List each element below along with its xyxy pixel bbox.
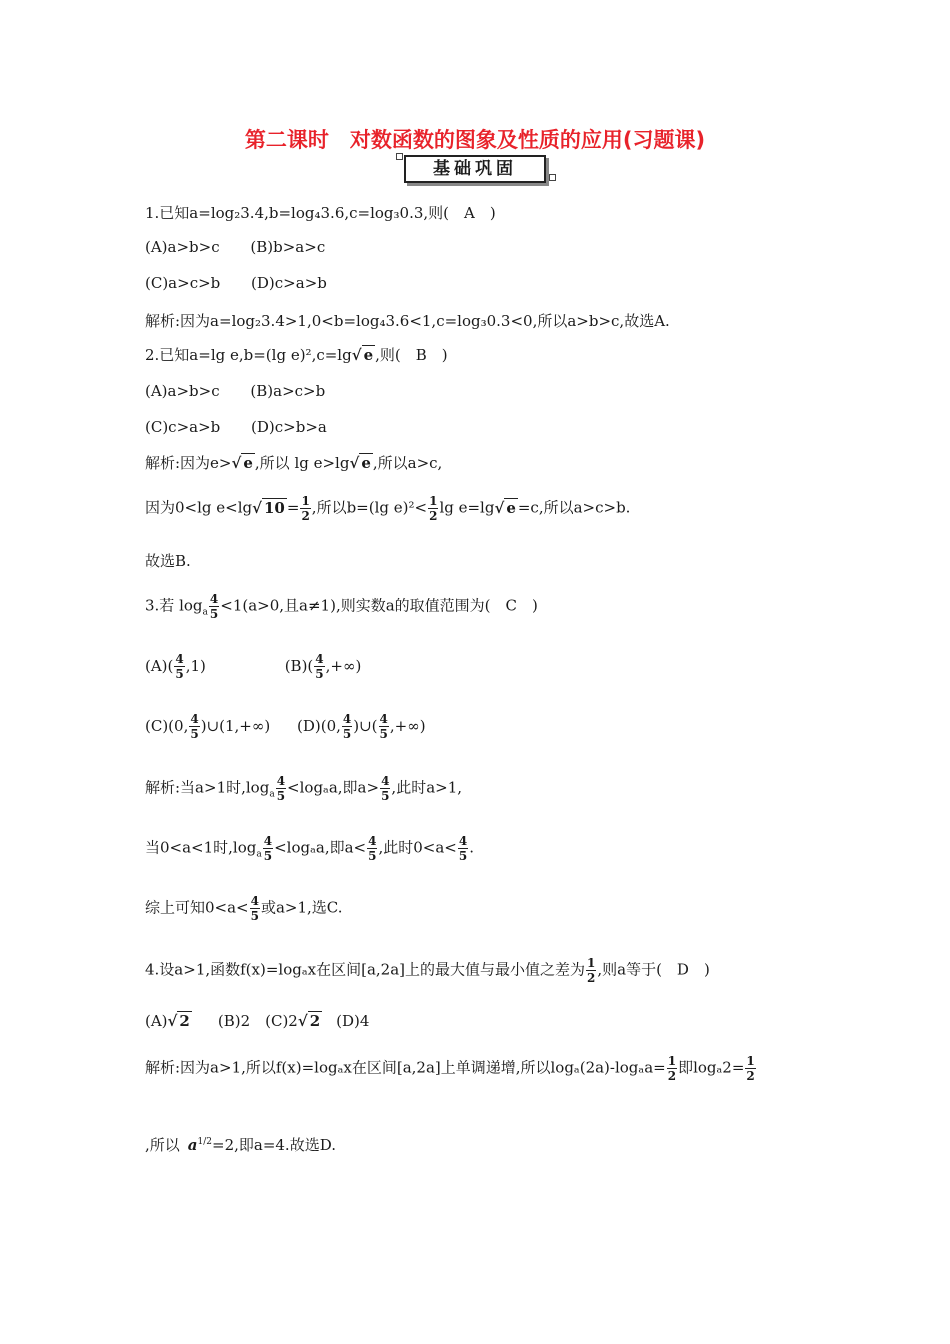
option-text: ,+∞)	[389, 716, 426, 735]
q4-stem-text: 4.设a>1,函数f(x)=logₐx在区间[a,2a]上的最大值与最小值之差为	[145, 960, 585, 979]
q4-options	[145, 1010, 369, 1031]
denominator: 5	[379, 727, 388, 741]
solution-text: =2,即a=4.故选D.	[212, 1136, 336, 1154]
q2-solution-1	[145, 452, 442, 473]
denominator: 2	[587, 971, 596, 985]
option-text: )∪(1,+∞)	[200, 716, 271, 735]
q4-solution-2	[145, 1134, 336, 1155]
q2-solution-3: 故选B.	[145, 552, 191, 570]
q1-options-row2	[145, 274, 327, 292]
radicand: 2	[309, 1012, 321, 1030]
q2-stem	[145, 344, 448, 365]
denominator: 2	[667, 1069, 677, 1083]
denominator: 2	[429, 509, 438, 523]
q3-option-b	[284, 652, 362, 681]
power-exponent: 1/2	[197, 1137, 212, 1147]
q1-option-d: (D)c>a>b	[251, 274, 327, 292]
solution-text: ,所以a>c,	[372, 454, 443, 472]
denominator: 5	[342, 727, 352, 741]
q4-option-d: (D)4	[336, 1012, 370, 1030]
denominator: 2	[746, 1069, 755, 1083]
q1-stem: 1.已知a=log₂3.4,b=log₄3.6,c=log₃0.3,则( A )	[145, 204, 496, 222]
q2-option-b: (B)a>c>b	[250, 382, 326, 400]
log-base: a	[256, 849, 262, 860]
numerator: 4	[263, 834, 273, 848]
solution-text: 当0<a<1时,log	[145, 838, 257, 857]
log-base: a	[269, 789, 275, 800]
fraction	[586, 956, 596, 985]
q3-option-c	[145, 712, 271, 741]
q1-option-c: (C)a>c>b	[145, 274, 221, 292]
fraction	[314, 652, 324, 681]
numerator: 4	[315, 652, 324, 666]
radicand: 10	[263, 498, 285, 517]
sqrt-symbol: √ 2	[297, 1012, 321, 1030]
solution-text: 解析:因为e>	[145, 454, 232, 472]
solution-text: 即logₐ2=	[678, 1058, 745, 1077]
numerator: 4	[379, 712, 388, 726]
denominator: 5	[250, 909, 259, 923]
fraction	[458, 834, 468, 863]
q1-options-row1	[145, 238, 325, 256]
solution-text: ,所以 lg e>lg	[254, 454, 350, 472]
q4-stem	[145, 956, 710, 985]
power-base: a	[187, 1136, 198, 1154]
numerator: 4	[342, 712, 352, 726]
fraction	[209, 592, 219, 621]
q2-solution-2	[145, 494, 630, 523]
q4-options-bc: (B)2 (C)2	[217, 1012, 298, 1030]
fraction	[379, 712, 389, 741]
denominator: 5	[190, 727, 199, 741]
section-badge-label: 基础巩固	[404, 155, 546, 183]
option-text: (B)(	[284, 656, 314, 675]
option-text: )∪(	[353, 716, 378, 735]
fraction	[745, 1054, 755, 1083]
numerator: 1	[667, 1054, 677, 1068]
numerator: 1	[301, 494, 310, 508]
solution-text: ,所以	[145, 1136, 180, 1154]
numerator: 1	[429, 494, 438, 508]
solution-text: 解析:当a>1时,log	[145, 778, 270, 797]
solution-text: 或a>1,选C.	[260, 898, 343, 917]
solution-text: ,此时0<a<	[378, 838, 457, 857]
q3-solution-3	[145, 894, 343, 923]
fraction	[300, 494, 310, 523]
option-text: (C)(0,	[145, 716, 189, 735]
sqrt-symbol: √ e	[231, 454, 253, 472]
q4-solution-1	[145, 1054, 757, 1083]
solution-text: =	[286, 498, 300, 517]
q3-stem-text: 3.若 log	[145, 596, 203, 615]
solution-text: <logₐa,即a>	[287, 778, 380, 797]
q2-option-a: (A)a>b>c	[145, 382, 220, 400]
fraction	[428, 494, 438, 523]
sqrt-symbol: √ 2	[167, 1012, 190, 1030]
solution-text: ,此时a>1,	[391, 778, 463, 797]
q3-options-row2	[145, 712, 426, 741]
solution-text: 解析:因为a>1,所以f(x)=logₐx在区间[a,2a]上单调递增,所以logₐ(2a)-logₐa=	[145, 1058, 666, 1077]
log-base: a	[202, 607, 208, 618]
fraction	[276, 774, 286, 803]
q1-solution: 解析:因为a=log₂3.4>1,0<b=log₄3.6<1,c=log₃0.3<0,所以a>b>c,故选A.	[145, 312, 670, 330]
fraction	[250, 894, 260, 923]
fraction	[189, 712, 199, 741]
sqrt-symbol: √ e	[349, 454, 371, 472]
fraction	[367, 834, 377, 863]
q2-options-row1	[145, 382, 325, 400]
section-badge	[396, 153, 556, 181]
q4-option-a: (A)	[145, 1012, 168, 1030]
solution-text: <logₐa,即a<	[274, 838, 367, 857]
q3-option-a	[145, 652, 206, 681]
q3-option-d	[297, 712, 426, 741]
page-title: 第二课时 对数函数的图象及性质的应用(习题课)	[244, 128, 706, 152]
sqrt-symbol: √ e	[494, 498, 516, 517]
numerator: 4	[381, 774, 390, 788]
solution-text: 综上可知0<a<	[145, 898, 249, 917]
corner-mark	[396, 153, 403, 160]
solution-text: ,所以b=(lg e)²<	[311, 498, 428, 517]
denominator: 2	[301, 509, 310, 523]
option-text: ,+∞)	[325, 656, 362, 675]
radicand: e	[243, 454, 253, 472]
radicand: 2	[179, 1012, 190, 1030]
numerator: 1	[746, 1054, 755, 1068]
q1-option-b: (B)b>a>c	[250, 238, 326, 256]
q2-options-row2	[145, 418, 327, 436]
q4-stem-text: ,则a等于( D )	[597, 960, 710, 979]
sqrt-symbol: √ e	[351, 346, 374, 364]
denominator: 5	[368, 849, 377, 863]
denominator: 5	[263, 849, 273, 863]
q3-solution-1	[145, 774, 462, 803]
solution-text: .	[469, 838, 475, 857]
numerator: 4	[209, 592, 219, 606]
option-text: ,1)	[185, 656, 206, 675]
q2-option-c: (C)c>a>b	[145, 418, 221, 436]
solution-text: 因为0<lg e<lg	[145, 498, 253, 517]
numerator: 4	[175, 652, 184, 666]
fraction	[263, 834, 273, 863]
corner-mark	[549, 174, 556, 181]
numerator: 4	[458, 834, 468, 848]
q1-option-a: (A)a>b>c	[145, 238, 220, 256]
solution-text: =c,所以a>c>b.	[517, 498, 631, 517]
denominator: 5	[175, 667, 184, 681]
sqrt-symbol: √ 10	[252, 498, 285, 517]
denominator: 5	[209, 607, 219, 621]
option-text: (A)(	[145, 656, 174, 675]
denominator: 5	[458, 849, 468, 863]
denominator: 5	[276, 789, 286, 803]
fraction	[174, 652, 184, 681]
q3-solution-2	[145, 834, 474, 863]
radicand: e	[363, 346, 374, 364]
denominator: 5	[381, 789, 390, 803]
q3-options-row1	[145, 652, 361, 681]
fraction	[667, 1054, 677, 1083]
radicand: e	[361, 454, 371, 472]
denominator: 5	[315, 667, 324, 681]
q3-stem	[145, 592, 538, 621]
fraction	[342, 712, 352, 741]
fraction	[380, 774, 390, 803]
solution-text: lg e=lg	[439, 498, 495, 517]
numerator: 4	[190, 712, 199, 726]
q2-stem-text: 2.已知a=lg e,b=(lg e)²,c=lg	[145, 346, 352, 364]
radicand: e	[506, 498, 516, 517]
q2-option-d: (D)c>b>a	[251, 418, 327, 436]
numerator: 4	[250, 894, 259, 908]
numerator: 4	[368, 834, 377, 848]
option-text: (D)(0,	[297, 716, 341, 735]
numerator: 1	[587, 956, 596, 970]
q2-stem-text: ,则( B )	[375, 346, 448, 364]
numerator: 4	[276, 774, 286, 788]
q3-stem-text: <1(a>0,且a≠1),则实数a的取值范围为( C )	[220, 596, 538, 615]
